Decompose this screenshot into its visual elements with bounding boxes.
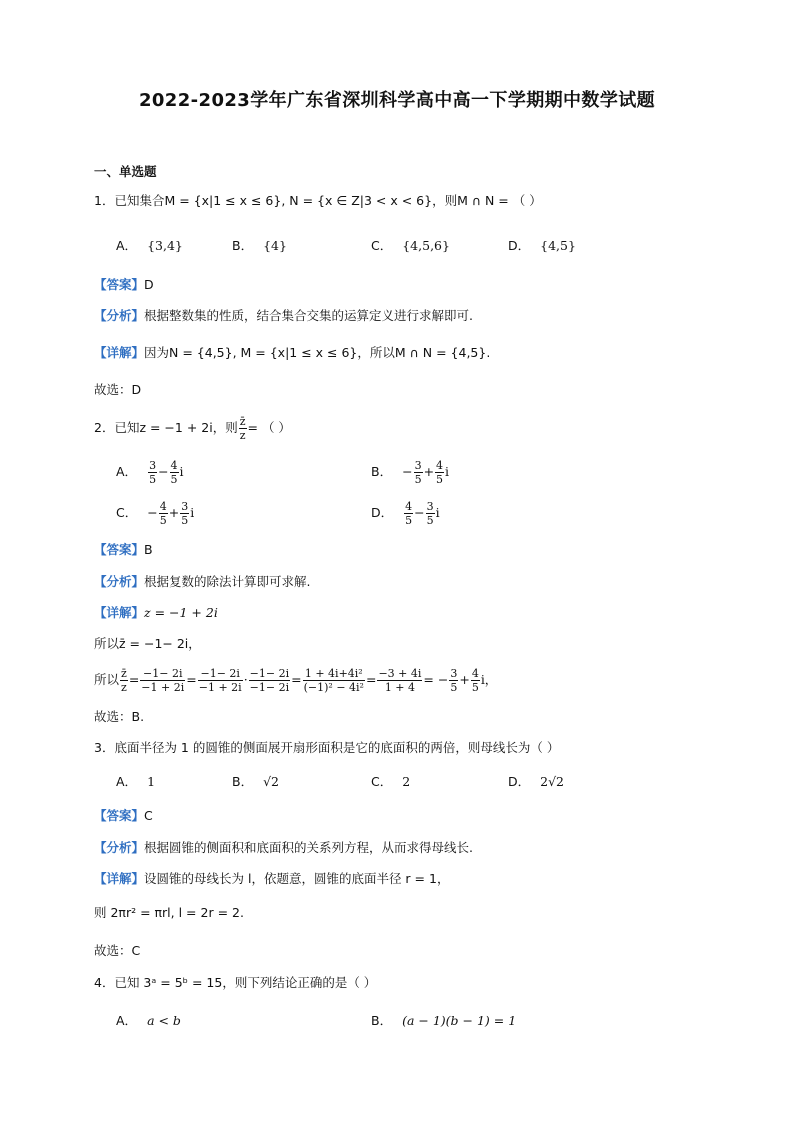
q3-option-d	[508, 773, 564, 791]
chain-prefix: 所以	[94, 672, 120, 687]
q2-option-c	[116, 501, 194, 526]
q3-option-b	[232, 773, 279, 791]
fraction-denominator: 5	[405, 514, 413, 527]
q2-calculation-chain	[94, 668, 497, 693]
fraction-denominator: 5	[436, 473, 444, 486]
q2-option-b	[371, 460, 449, 485]
question-3-stem: 3．底面半径为 1 的圆锥的侧面展开扇形面积是它的底面积的两倍，则母线长为（ ）	[94, 740, 560, 755]
option-text: 1	[147, 774, 156, 789]
detail-tag: 【详解】	[94, 871, 145, 886]
option-text: a < b	[147, 1013, 181, 1028]
stem-prefix: 2．已知z = −1 + 2i，则	[94, 420, 238, 435]
fraction-numerator: 3	[450, 667, 458, 680]
option-label: C．	[371, 238, 393, 253]
option-text: {4,5,6}	[402, 238, 450, 253]
equals-sign: = −	[423, 672, 449, 687]
option-sign: −	[147, 505, 158, 520]
q1-answer-line	[94, 276, 154, 295]
q1-option-a	[116, 237, 183, 255]
option-text: {4,5}	[540, 238, 576, 253]
option-label: B．	[371, 1013, 393, 1028]
q2-option-d	[371, 501, 440, 526]
option-operator: +	[168, 505, 180, 520]
option-label: D．	[371, 505, 394, 520]
fraction-denominator: −1 + 2i	[198, 681, 242, 694]
q4-option-a	[116, 1012, 181, 1030]
q3-choice: 故选：C	[94, 943, 141, 958]
fraction-denominator: 5	[159, 514, 167, 527]
fraction-denominator: 5	[181, 514, 189, 527]
fraction-denominator: z	[121, 681, 127, 694]
equals-sign: =	[365, 672, 377, 687]
fraction	[140, 668, 185, 693]
q2-option-a	[116, 460, 184, 485]
equals-sign: =	[128, 672, 140, 687]
fraction-denominator: 5	[450, 681, 458, 694]
equals-sign: =	[186, 672, 197, 687]
fraction-denominator: 5	[149, 473, 157, 486]
stem-suffix: = （ ）	[247, 420, 291, 435]
question-1-stem: 1．已知集合M = {x|1 ≤ x ≤ 6}, N = {x ∈ Z|3 < x < 6}，则M ∩ N = （ ）	[94, 193, 542, 208]
analysis-tag: 【分析】	[94, 574, 145, 589]
fraction	[170, 460, 179, 485]
fraction-numerator: 3	[149, 459, 157, 472]
detail-tag: 【详解】	[94, 345, 145, 360]
q3-detail-line	[94, 870, 449, 889]
q1-choice: 故选：D	[94, 382, 142, 397]
q3-equation: 则 2πr² = πrl, l = 2r = 2.	[94, 905, 244, 920]
analysis-tag: 【分析】	[94, 308, 145, 323]
fraction	[303, 668, 365, 693]
q1-option-c	[371, 237, 450, 255]
answer-value: C	[144, 808, 153, 823]
detail-text: 设圆锥的母线长为 l，依题意，圆锥的底面半径 r = 1，	[144, 871, 450, 886]
option-label: D．	[508, 774, 531, 789]
fraction	[435, 460, 444, 485]
q3-option-a	[116, 773, 155, 791]
fraction-numerator: 3	[414, 459, 422, 472]
fraction-denominator: 5	[471, 681, 479, 694]
option-label: C．	[116, 505, 138, 520]
fraction-numerator: 1 + 4i+4i²	[303, 668, 365, 681]
option-label: A．	[116, 1013, 138, 1028]
q2-detail-line	[94, 604, 218, 623]
question-2-stem	[94, 416, 291, 441]
fraction	[404, 501, 413, 526]
fraction-numerator: −3 + 4i	[378, 667, 422, 680]
q2-choice: 故选：B.	[94, 709, 145, 724]
imaginary-unit: i	[190, 505, 195, 520]
q1-option-b	[232, 237, 287, 255]
answer-tag: 【答案】	[94, 542, 145, 557]
fraction	[120, 668, 128, 693]
fraction	[414, 460, 423, 485]
option-label: B．	[371, 464, 393, 479]
option-text: √2	[263, 774, 279, 789]
plus-sign: +	[459, 672, 470, 687]
analysis-tag: 【分析】	[94, 840, 145, 855]
chain-tail: i，	[480, 672, 498, 687]
option-operator: −	[158, 464, 169, 479]
page-title: 2022-2023学年广东省深圳科学高中高一下学期期中数学试题	[138, 90, 656, 111]
answer-tag: 【答案】	[94, 808, 145, 823]
fraction-numerator: 3	[181, 500, 189, 513]
option-text: 2√2	[540, 774, 565, 789]
multiply-dot: ·	[243, 672, 248, 687]
analysis-text: 根据整数集的性质，结合集合交集的运算定义进行求解即可.	[144, 308, 473, 323]
fraction-numerator: −1− 2i	[198, 668, 243, 681]
option-text: {4}	[263, 238, 287, 253]
fraction	[471, 668, 480, 693]
q2-conjugate-line: 所以z̄ = −1− 2i，	[94, 636, 201, 651]
section-heading: 一、单选题	[94, 164, 157, 179]
q2-answer-line	[94, 541, 153, 560]
answer-value: D	[144, 277, 154, 292]
fraction-numerator: z̄	[121, 667, 127, 680]
fraction-denominator: 1 + 4	[384, 681, 416, 694]
fraction	[377, 668, 422, 693]
fraction-denominator: (−1)² − 4i²	[303, 681, 364, 694]
fraction-denominator: z	[239, 429, 246, 442]
fraction-numerator: −1− 2i	[249, 667, 290, 680]
fraction-numerator: 4	[159, 500, 167, 513]
q1-analysis-line	[94, 307, 473, 326]
fraction-numerator: −1− 2i	[140, 668, 185, 681]
fraction	[426, 501, 435, 526]
fraction	[159, 501, 168, 526]
fraction-numerator: 3	[426, 500, 434, 513]
option-sign: −	[402, 464, 413, 479]
answer-value: B	[144, 542, 153, 557]
option-label: A．	[116, 238, 138, 253]
option-label: C．	[371, 774, 393, 789]
option-label: D．	[508, 238, 531, 253]
fraction	[198, 668, 243, 693]
fraction-numerator: 4	[436, 459, 444, 472]
q1-option-d	[508, 237, 576, 255]
q4-option-b	[371, 1012, 516, 1030]
fraction-denominator: −1− 2i	[249, 681, 290, 694]
fraction-denominator: 5	[414, 473, 422, 486]
option-text: (a − 1)(b − 1) = 1	[402, 1013, 517, 1028]
detail-text: 因为N = {4,5}, M = {x|1 ≤ x ≤ 6}，所以M ∩ N = {4,5}.	[144, 345, 491, 360]
fraction-numerator: 4	[405, 500, 413, 513]
fraction-denominator: −1 + 2i	[141, 681, 185, 694]
analysis-text: 根据复数的除法计算即可求解.	[144, 574, 311, 589]
q3-answer-line	[94, 807, 153, 826]
fraction	[249, 668, 290, 693]
fraction-numerator: 4	[170, 459, 178, 472]
answer-tag: 【答案】	[94, 277, 145, 292]
fraction	[180, 501, 189, 526]
option-label: A．	[116, 774, 138, 789]
q1-detail-line	[94, 344, 490, 363]
imaginary-unit: i	[445, 464, 450, 479]
option-text: {3,4}	[147, 238, 183, 253]
option-label: B．	[232, 774, 254, 789]
imaginary-unit: i	[179, 464, 184, 479]
q2-analysis-line	[94, 573, 311, 592]
fraction-numerator: z̄	[239, 415, 246, 428]
fraction	[449, 668, 458, 693]
option-operator: +	[423, 464, 435, 479]
q3-option-c	[371, 773, 410, 791]
option-text: 2	[402, 774, 411, 789]
imaginary-unit: i	[435, 505, 440, 520]
equals-sign: =	[291, 672, 302, 687]
fraction	[148, 460, 157, 485]
fraction-denominator: 5	[170, 473, 178, 486]
fraction-numerator: 4	[471, 667, 479, 680]
detail-tag: 【详解】	[94, 605, 145, 620]
analysis-text: 根据圆锥的侧面积和底面积的关系列方程，从而求得母线长.	[144, 840, 473, 855]
question-4-stem: 4．已知 3ᵃ = 5ᵇ = 15，则下列结论正确的是（ ）	[94, 975, 377, 990]
fraction	[239, 416, 247, 441]
q3-analysis-line	[94, 839, 473, 858]
option-label: A．	[116, 464, 138, 479]
option-label: B．	[232, 238, 254, 253]
detail-text: z = −1 + 2i	[144, 605, 218, 620]
fraction-denominator: 5	[426, 514, 434, 527]
option-operator: −	[414, 505, 425, 520]
